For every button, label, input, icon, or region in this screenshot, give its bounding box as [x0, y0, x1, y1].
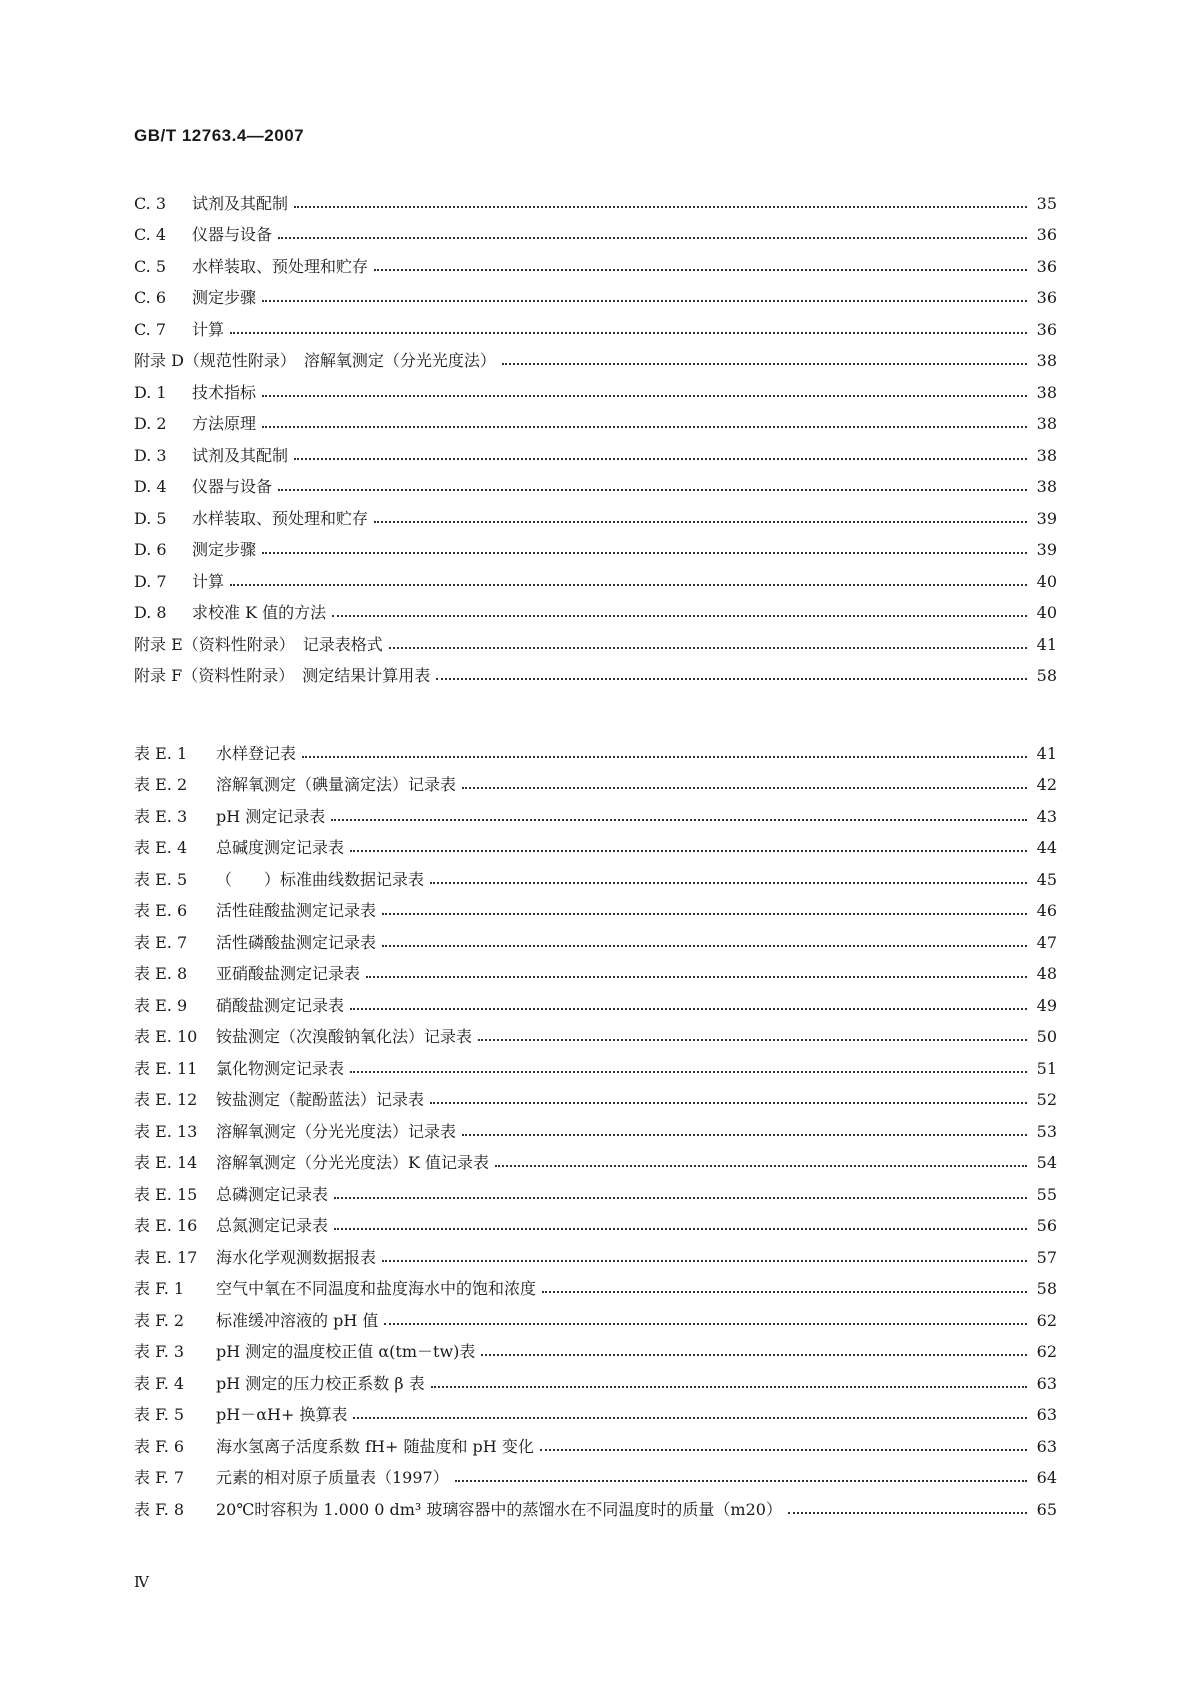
entry-title: 仪器与设备	[192, 477, 273, 496]
standard-number-header: GB/T 12763.4—2007	[134, 126, 305, 145]
entry-title: 附录 E（资料性附录） 记录表格式	[134, 634, 383, 654]
toc-entry[interactable]	[134, 1268, 1057, 1300]
entry-number: 表 E. 14	[134, 1153, 198, 1172]
dot-leader	[278, 236, 1027, 239]
entry-title: 铵盐测定（次溴酸钠氧化法）记录表	[216, 1027, 473, 1046]
entry-number: C. 7	[134, 319, 167, 339]
dot-leader	[481, 1353, 1027, 1356]
entry-number: 表 E. 15	[134, 1184, 198, 1204]
entry-page-number: 35	[1036, 193, 1057, 213]
entry-page-number: 40	[1036, 571, 1057, 591]
dot-leader	[353, 1416, 1027, 1419]
entry-title: 方法原理	[192, 414, 257, 433]
entry-number: D. 5	[134, 508, 167, 528]
dot-leader	[542, 1290, 1027, 1293]
entry-number: 表 E. 2	[134, 775, 188, 794]
dot-leader	[294, 457, 1027, 460]
entry-page-number: 62	[1036, 1310, 1057, 1330]
toc-entry[interactable]	[134, 1457, 1057, 1489]
toc-entry[interactable]	[134, 1236, 1057, 1268]
entry-page-number: 51	[1036, 1058, 1057, 1078]
entry-number: 表 F. 3	[134, 1342, 185, 1361]
toc-entry[interactable]	[134, 1362, 1057, 1394]
dot-leader	[788, 1511, 1027, 1514]
entry-number: 表 E. 12	[134, 1090, 198, 1109]
entry-page-number: 38	[1036, 351, 1057, 370]
entry-page-number: 64	[1036, 1468, 1057, 1487]
entry-title: 计算	[192, 319, 225, 339]
dot-leader	[436, 677, 1027, 680]
entry-title: 溶解氧测定（碘量滴定法）记录表	[216, 775, 457, 794]
entry-title: pH－αH+ 换算表	[216, 1405, 348, 1424]
entry-page-number: 42	[1036, 775, 1057, 794]
toc-entry[interactable]	[134, 340, 1057, 372]
toc-entry[interactable]	[134, 1079, 1057, 1111]
entry-page-number: 46	[1036, 901, 1057, 920]
entry-title: 亚硝酸盐测定记录表	[216, 964, 361, 983]
toc-entry[interactable]	[134, 403, 1057, 435]
entry-title: pH 测定记录表	[216, 806, 326, 826]
toc-entry[interactable]	[134, 1110, 1057, 1142]
toc-entry[interactable]	[134, 732, 1057, 764]
entry-title: 试剂及其配制	[192, 193, 289, 213]
entry-title: 仪器与设备	[192, 225, 273, 244]
dot-leader	[334, 1227, 1027, 1230]
toc-entry[interactable]	[134, 308, 1057, 340]
entry-number: D. 4	[134, 477, 167, 496]
entry-title: pH 测定的压力校正系数 β 表	[216, 1373, 425, 1393]
entry-page-number: 57	[1036, 1247, 1057, 1267]
entry-number: 表 E. 17	[134, 1247, 198, 1267]
dot-leader	[455, 1479, 1027, 1482]
page-number: Ⅳ	[134, 1573, 149, 1591]
entry-page-number: 43	[1036, 806, 1057, 826]
entry-page-number: 38	[1036, 414, 1057, 433]
dot-leader	[262, 299, 1027, 302]
entry-title: 总磷测定记录表	[216, 1184, 329, 1204]
dot-leader	[350, 1070, 1027, 1073]
table-of-contents	[134, 182, 1057, 1520]
dot-leader	[262, 551, 1027, 554]
dot-leader	[502, 362, 1027, 365]
entry-number: C. 4	[134, 225, 167, 244]
dot-leader	[478, 1038, 1027, 1041]
toc-entry[interactable]	[134, 1205, 1057, 1237]
entry-title: 空气中氧在不同温度和盐度海水中的饱和浓度	[216, 1279, 537, 1298]
dot-leader	[495, 1164, 1027, 1167]
toc-entry[interactable]	[134, 466, 1057, 498]
toc-entry[interactable]	[134, 890, 1057, 922]
entry-number: 表 E. 13	[134, 1121, 198, 1141]
entry-title: 溶解氧测定（分光光度法）K 值记录表	[216, 1153, 490, 1172]
entry-page-number: 55	[1036, 1184, 1057, 1204]
entry-title: 活性磷酸盐测定记录表	[216, 932, 377, 952]
toc-entry[interactable]	[134, 1331, 1057, 1363]
entry-page-number: 36	[1036, 288, 1057, 307]
toc-entry[interactable]	[134, 214, 1057, 246]
entry-number: 表 E. 9	[134, 995, 188, 1015]
entry-title: 水样装取、预处理和贮存	[192, 256, 369, 276]
entry-page-number: 53	[1036, 1121, 1057, 1141]
entry-title: 铵盐测定（靛酚蓝法）记录表	[216, 1090, 425, 1109]
toc-entry[interactable]	[134, 827, 1057, 859]
entry-page-number: 38	[1036, 477, 1057, 496]
entry-page-number: 41	[1036, 743, 1057, 763]
toc-entry[interactable]	[134, 1394, 1057, 1426]
toc-entry[interactable]	[134, 592, 1057, 624]
entry-number: 表 E. 5	[134, 869, 188, 889]
entry-number: 表 F. 7	[134, 1468, 185, 1487]
toc-entry[interactable]	[134, 795, 1057, 827]
entry-number: 表 F. 5	[134, 1405, 185, 1424]
entry-number: 表 F. 2	[134, 1310, 185, 1330]
dot-leader	[389, 646, 1027, 649]
entry-number: D. 6	[134, 540, 167, 559]
toc-entry[interactable]	[134, 277, 1057, 309]
toc-entry[interactable]	[134, 1142, 1057, 1174]
toc-entry[interactable]	[134, 529, 1057, 561]
dot-leader	[331, 818, 1027, 821]
entry-number: 表 E. 7	[134, 932, 188, 952]
dot-leader	[462, 786, 1027, 789]
entry-title: 氯化物测定记录表	[216, 1058, 345, 1078]
toc-entry[interactable]	[134, 1047, 1057, 1079]
entry-page-number: 50	[1036, 1027, 1057, 1046]
dot-leader	[350, 849, 1027, 852]
entry-page-number: 44	[1036, 838, 1057, 857]
dot-leader	[262, 425, 1027, 428]
entry-number: C. 3	[134, 193, 167, 213]
toc-entry[interactable]	[134, 560, 1057, 592]
entry-title: 附录 D（规范性附录） 溶解氧测定（分光光度法）	[134, 351, 496, 370]
dot-leader	[262, 394, 1027, 397]
toc-entry[interactable]	[134, 371, 1057, 403]
entry-title: 测定步骤	[192, 288, 257, 307]
toc-entry[interactable]	[134, 1299, 1057, 1331]
entry-page-number: 54	[1036, 1153, 1057, 1172]
entry-page-number: 62	[1036, 1342, 1057, 1361]
dot-leader	[366, 975, 1027, 978]
entry-title: 总碱度测定记录表	[216, 838, 345, 857]
toc-entry[interactable]	[134, 858, 1057, 890]
entry-title: pH 测定的温度校正值 α(tm－tw)表	[216, 1342, 476, 1361]
toc-entry[interactable]	[134, 1425, 1057, 1457]
entry-page-number: 39	[1036, 540, 1057, 559]
entry-number: D. 2	[134, 414, 167, 433]
toc-entry[interactable]	[134, 764, 1057, 796]
dot-leader	[462, 1133, 1027, 1136]
dot-leader	[431, 1385, 1027, 1388]
section-entries	[134, 182, 1057, 686]
entry-number: 表 F. 6	[134, 1436, 185, 1456]
entry-number: C. 6	[134, 288, 167, 307]
dot-leader	[430, 881, 1027, 884]
entry-title: 测定步骤	[192, 540, 257, 559]
entry-title: （ ）标准曲线数据记录表	[216, 869, 425, 889]
entry-page-number: 63	[1036, 1405, 1057, 1424]
dot-leader	[374, 268, 1027, 271]
entry-title: 海水化学观测数据报表	[216, 1247, 377, 1267]
entry-title: 元素的相对原子质量表（1997）	[216, 1468, 449, 1487]
entry-page-number: 65	[1036, 1499, 1057, 1519]
dot-leader	[334, 1196, 1027, 1199]
entry-number: 表 F. 4	[134, 1373, 185, 1393]
toc-entry[interactable]	[134, 623, 1057, 655]
toc-entry[interactable]	[134, 182, 1057, 214]
entry-number: 表 F. 8	[134, 1499, 185, 1519]
entry-title: 水样装取、预处理和贮存	[192, 508, 369, 528]
entry-title: 附录 F（资料性附录） 测定结果计算用表	[134, 666, 431, 685]
entry-title: 溶解氧测定（分光光度法）记录表	[216, 1121, 457, 1141]
dot-leader	[374, 520, 1027, 523]
dot-leader	[382, 1259, 1027, 1262]
entry-title: 试剂及其配制	[192, 445, 289, 465]
entry-page-number: 56	[1036, 1216, 1057, 1235]
dot-leader	[350, 1007, 1027, 1010]
toc-entry[interactable]	[134, 1488, 1057, 1520]
entry-page-number: 63	[1036, 1436, 1057, 1456]
entry-number: 表 E. 10	[134, 1027, 198, 1046]
entry-title: 活性硅酸盐测定记录表	[216, 901, 377, 920]
entry-number: 表 E. 1	[134, 743, 188, 763]
entry-page-number: 41	[1036, 634, 1057, 654]
toc-entry[interactable]	[134, 1173, 1057, 1205]
entry-title: 标准缓冲溶液的 pH 值	[216, 1310, 379, 1330]
entry-page-number: 39	[1036, 508, 1057, 528]
entry-number: D. 8	[134, 603, 167, 622]
dot-leader	[382, 912, 1027, 915]
entry-page-number: 36	[1036, 225, 1057, 244]
dot-leader	[332, 614, 1027, 617]
toc-entry[interactable]	[134, 984, 1057, 1016]
entry-page-number: 58	[1036, 666, 1057, 685]
entry-page-number: 58	[1036, 1279, 1057, 1298]
entry-title: 海水氢离子活度系数 fH+ 随盐度和 pH 变化	[216, 1436, 534, 1456]
dot-leader	[230, 331, 1027, 334]
dot-leader	[430, 1101, 1027, 1104]
dot-leader	[294, 205, 1027, 208]
entry-number: 表 F. 1	[134, 1279, 185, 1298]
entry-page-number: 49	[1036, 995, 1057, 1015]
toc-entry[interactable]	[134, 434, 1057, 466]
toc-entry[interactable]	[134, 497, 1057, 529]
entry-title: 技术指标	[192, 382, 257, 402]
entry-page-number: 48	[1036, 964, 1057, 983]
toc-entry[interactable]	[134, 655, 1057, 687]
entry-page-number: 36	[1036, 256, 1057, 276]
entry-page-number: 36	[1036, 319, 1057, 339]
entry-title: 20℃时容积为 1.000 0 dm³ 玻璃容器中的蒸馏水在不同温度时的质量（m20）	[216, 1499, 782, 1519]
dot-leader	[384, 1322, 1027, 1325]
entry-number: 表 E. 16	[134, 1216, 198, 1235]
dot-leader	[278, 488, 1027, 491]
dot-leader	[540, 1448, 1027, 1451]
entry-title: 硝酸盐测定记录表	[216, 995, 345, 1015]
toc-entry[interactable]	[134, 953, 1057, 985]
entry-page-number: 38	[1036, 445, 1057, 465]
entry-page-number: 40	[1036, 603, 1057, 622]
entry-number: 表 E. 3	[134, 806, 188, 826]
toc-entry[interactable]	[134, 245, 1057, 277]
toc-entry[interactable]	[134, 1016, 1057, 1048]
entry-number: 表 E. 11	[134, 1058, 198, 1078]
entry-page-number: 45	[1036, 869, 1057, 889]
entry-page-number: 52	[1036, 1090, 1057, 1109]
entry-number: 表 E. 4	[134, 838, 188, 857]
entry-number: D. 1	[134, 382, 167, 402]
entry-number: D. 7	[134, 571, 167, 591]
entry-title: 求校准 K 值的方法	[192, 603, 327, 622]
entry-number: D. 3	[134, 445, 167, 465]
table-entries	[134, 732, 1057, 1520]
toc-entry[interactable]	[134, 921, 1057, 953]
entry-number: C. 5	[134, 256, 167, 276]
entry-page-number: 38	[1036, 382, 1057, 402]
dot-leader	[382, 944, 1027, 947]
entry-number: 表 E. 6	[134, 901, 188, 920]
entry-page-number: 47	[1036, 932, 1057, 952]
list-separator	[134, 686, 1057, 732]
entry-number: 表 E. 8	[134, 964, 188, 983]
dot-leader	[230, 583, 1027, 586]
entry-title: 计算	[192, 571, 225, 591]
entry-title: 水样登记表	[216, 743, 297, 763]
entry-page-number: 63	[1036, 1373, 1057, 1393]
dot-leader	[302, 755, 1027, 758]
entry-title: 总氮测定记录表	[216, 1216, 329, 1235]
